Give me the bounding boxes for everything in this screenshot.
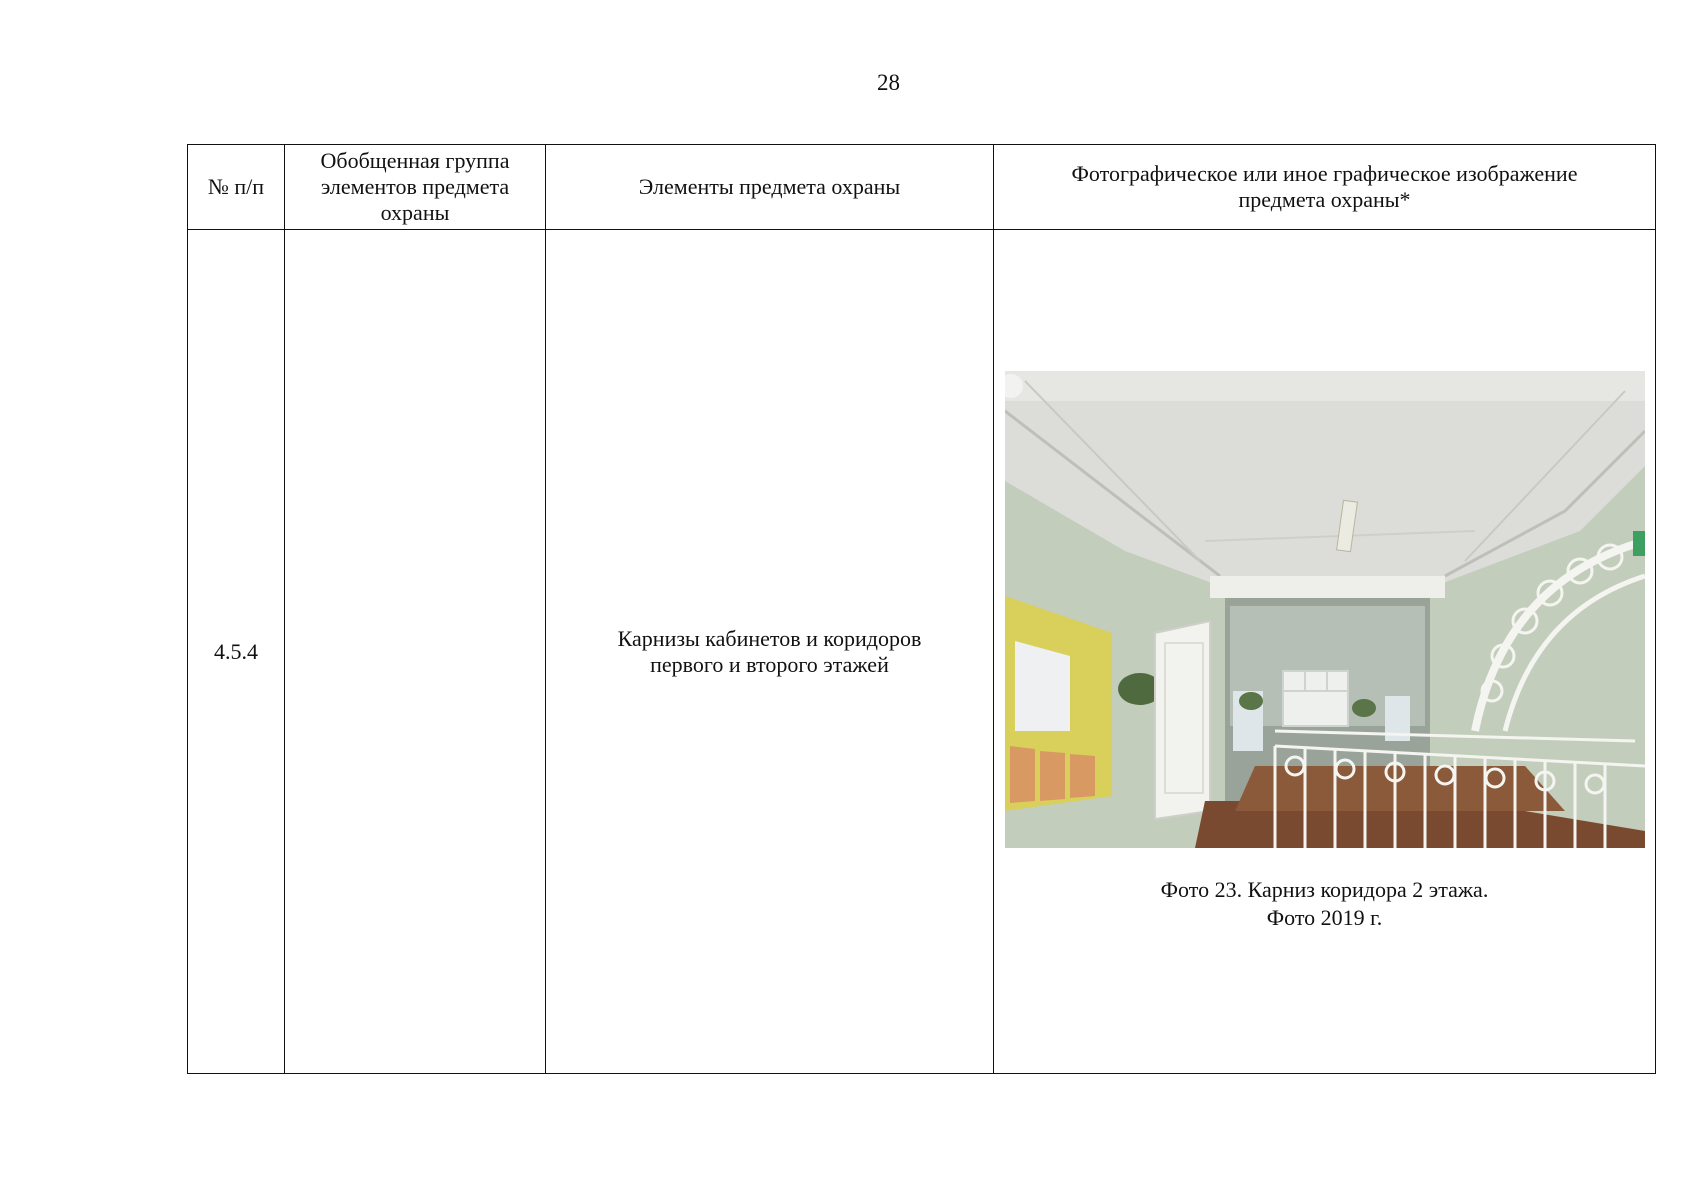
table-header-row bbox=[188, 145, 1656, 230]
table-row bbox=[188, 230, 1656, 1074]
photo-caption bbox=[1002, 876, 1647, 932]
row-elements: Карнизы кабинетов и коридоров первого и второго этажей bbox=[546, 230, 994, 1074]
header-photo: Фотографическое или иное графическое изображение предмета охраны* bbox=[994, 145, 1656, 230]
header-num: № п/п bbox=[188, 145, 285, 230]
row-num: 4.5.4 bbox=[188, 230, 285, 1074]
protection-table bbox=[187, 144, 1656, 1074]
photo-caption-line1: Фото 23. Карниз коридора 2 этажа. bbox=[1160, 877, 1489, 902]
corridor-photo bbox=[1005, 371, 1645, 848]
row-group bbox=[285, 230, 546, 1074]
header-elements: Элементы предмета охраны bbox=[546, 145, 994, 230]
row-photo-cell bbox=[994, 230, 1656, 1074]
page-number: 28 bbox=[877, 70, 900, 95]
header-group: Обобщенная группа элементов предмета охраны bbox=[285, 145, 546, 230]
photo-caption-line2: Фото 2019 г. bbox=[1266, 905, 1383, 930]
